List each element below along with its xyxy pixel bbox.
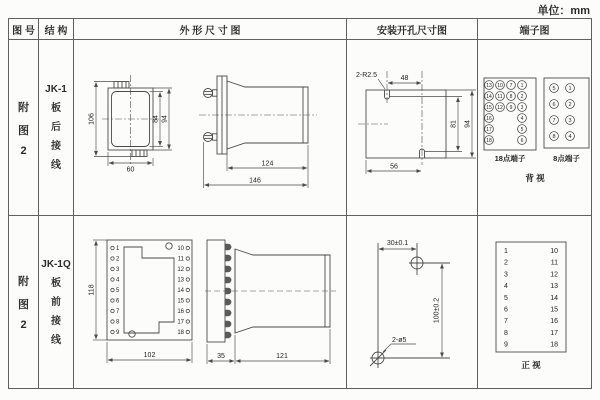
svg-text:6: 6 — [116, 298, 120, 305]
inner-body-outline — [124, 247, 174, 333]
svg-text:16: 16 — [177, 309, 184, 316]
svg-text:17: 17 — [550, 329, 558, 337]
dim-body-length: 124 — [261, 160, 274, 168]
terminal-numbers-18 — [485, 81, 527, 145]
svg-text:3: 3 — [504, 271, 508, 279]
terminal-screw — [204, 133, 218, 142]
dim-outer-height: 94 — [161, 115, 169, 123]
drill-dimensions — [379, 240, 442, 357]
row2-mounting-hole-drawing — [350, 235, 475, 385]
dim-panel-height: 118 — [88, 284, 96, 296]
svg-text:18: 18 — [177, 330, 184, 337]
svg-text:7: 7 — [504, 318, 508, 326]
mounting-dimensions — [356, 72, 476, 174]
terminal-screw — [204, 89, 218, 98]
structure-char: 接 — [51, 315, 61, 327]
svg-text:12: 12 — [550, 271, 558, 279]
fig-char: 附 — [18, 101, 29, 114]
terminal-number-list — [504, 248, 558, 349]
dim-hole-vertical: 100±0.2 — [433, 297, 441, 324]
structure-char: 前 — [51, 296, 61, 308]
mounting-hole — [129, 331, 135, 337]
structure-char: 板 — [51, 277, 61, 289]
relay-side-body — [205, 240, 336, 342]
svg-text:6: 6 — [552, 101, 556, 108]
svg-text:10: 10 — [177, 246, 184, 253]
row1-terminal-cell — [478, 40, 591, 216]
side-view-dimensions — [204, 142, 309, 188]
structure-char: 接 — [51, 141, 61, 152]
header-fig-no: 图 号 — [9, 19, 39, 40]
svg-text:18: 18 — [550, 341, 558, 349]
structure-char: 线 — [51, 334, 61, 346]
row1-structure — [39, 40, 74, 216]
header-outline: 外 形 尺 寸 图 — [74, 19, 347, 40]
relay-case-front — [102, 75, 159, 164]
dim-panel-width: 102 — [143, 352, 156, 359]
fig-char: 图 — [18, 299, 29, 311]
svg-text:6: 6 — [504, 306, 508, 314]
svg-text:10: 10 — [550, 248, 558, 255]
svg-text:14: 14 — [486, 93, 492, 100]
svg-text:15: 15 — [486, 104, 492, 111]
svg-text:13: 13 — [550, 283, 558, 291]
rear-view-terminal-diagram — [478, 68, 591, 213]
svg-text:8: 8 — [116, 319, 120, 326]
row2-front-view-drawing — [85, 235, 205, 385]
slot-radius-label: 2-R2.5 — [356, 72, 378, 79]
svg-text:11: 11 — [177, 256, 184, 263]
mounting-hole — [166, 243, 172, 249]
svg-text:16: 16 — [550, 318, 558, 326]
svg-text:9: 9 — [116, 330, 120, 337]
svg-text:5: 5 — [552, 85, 556, 92]
svg-text:7: 7 — [116, 309, 120, 316]
svg-text:1: 1 — [504, 248, 508, 255]
svg-text:1: 1 — [520, 82, 524, 89]
dim-body-length: 121 — [276, 353, 288, 360]
svg-text:14: 14 — [550, 294, 558, 302]
terminal-screw-stack — [225, 244, 231, 338]
svg-text:5: 5 — [504, 294, 508, 302]
svg-text:8: 8 — [509, 93, 513, 100]
fig-char: 图 — [18, 124, 29, 137]
row1-side-view-drawing — [195, 68, 325, 213]
bottom-terminal-tabs — [132, 150, 147, 157]
svg-text:2: 2 — [504, 259, 508, 267]
dim-case-height: 106 — [88, 113, 96, 125]
row1-outline-cell — [74, 40, 347, 216]
front-terminals-right — [177, 246, 189, 336]
svg-text:4: 4 — [520, 115, 524, 122]
dim-inner-height: 84 — [152, 115, 160, 123]
row1-mounting-hole-drawing — [354, 53, 482, 203]
svg-text:4: 4 — [504, 283, 508, 291]
relay-case-side — [199, 76, 317, 154]
svg-text:15: 15 — [177, 298, 184, 305]
model-label: JK-1 — [45, 84, 67, 95]
svg-text:3: 3 — [568, 117, 572, 124]
hole-diameter-label: 2-ø5 — [392, 337, 407, 344]
row1-mounting-cell — [347, 40, 478, 216]
svg-text:13: 13 — [177, 277, 184, 284]
header-structure: 结 构 — [39, 19, 74, 40]
spec-table — [8, 18, 592, 389]
row2-structure — [39, 216, 74, 388]
row2-outline-cell — [74, 216, 347, 388]
dim-total-length: 146 — [249, 177, 261, 185]
header-mounting: 安装开孔尺寸图 — [347, 19, 478, 40]
svg-text:9: 9 — [504, 341, 508, 349]
terminal8-label: 8点端子 — [553, 154, 580, 163]
svg-text:9: 9 — [509, 104, 513, 111]
svg-text:3: 3 — [116, 267, 120, 274]
svg-text:16: 16 — [486, 115, 492, 122]
svg-text:4: 4 — [568, 133, 572, 140]
svg-text:3: 3 — [520, 104, 524, 111]
dim-flange-depth: 35 — [217, 353, 225, 360]
dim-hole-horizontal: 30±0.1 — [386, 240, 409, 247]
svg-text:7: 7 — [509, 82, 513, 89]
dim-cutout-width: 56 — [390, 163, 398, 171]
svg-text:12: 12 — [497, 104, 503, 111]
dim-slot-spacing: 48 — [400, 75, 409, 82]
dim-case-width: 60 — [126, 166, 135, 174]
svg-text:8: 8 — [552, 133, 556, 140]
fig-char: 附 — [18, 276, 29, 288]
model-label: JK-1Q — [41, 258, 71, 270]
terminal18-label: 18点端子 — [494, 154, 526, 163]
row2-side-view-drawing — [205, 235, 340, 385]
front-view-terminal-diagram — [494, 240, 594, 375]
header-terminal: 端子图 — [478, 19, 591, 40]
unit-label: 单位：mm — [537, 5, 590, 17]
rear-view-label: 背 视 — [525, 173, 545, 183]
top-terminal-tabs — [114, 82, 129, 89]
svg-text:5: 5 — [520, 126, 524, 133]
svg-text:13: 13 — [486, 82, 492, 89]
svg-text:15: 15 — [550, 306, 558, 314]
fig-char: 2 — [20, 144, 27, 157]
svg-text:11: 11 — [550, 259, 558, 267]
front-terminals-left — [111, 246, 120, 336]
svg-text:2: 2 — [520, 93, 524, 100]
svg-text:2: 2 — [116, 256, 120, 263]
svg-text:12: 12 — [177, 267, 184, 274]
terminal-block-8 — [544, 78, 589, 148]
svg-text:17: 17 — [486, 126, 492, 133]
dim-cutout-height: 94 — [464, 120, 472, 128]
svg-text:1: 1 — [568, 85, 572, 92]
svg-text:14: 14 — [177, 288, 184, 295]
svg-text:1: 1 — [116, 246, 120, 253]
front-view-label: 正 视 — [521, 360, 541, 370]
svg-text:2: 2 — [568, 101, 572, 108]
svg-text:8: 8 — [504, 329, 508, 337]
row2-fig-no — [9, 216, 39, 388]
svg-text:18: 18 — [486, 137, 492, 144]
svg-text:5: 5 — [116, 288, 120, 295]
row2-mounting-cell — [347, 216, 478, 388]
row1-front-view-drawing — [83, 68, 203, 213]
svg-text:10: 10 — [497, 82, 503, 89]
svg-text:7: 7 — [552, 117, 556, 124]
svg-text:17: 17 — [177, 319, 184, 326]
svg-text:4: 4 — [116, 277, 120, 284]
terminal-numbers-8 — [550, 84, 575, 141]
svg-text:11: 11 — [497, 93, 503, 100]
structure-char: 后 — [51, 122, 61, 133]
structure-char: 线 — [51, 160, 61, 171]
svg-text:6: 6 — [520, 137, 524, 144]
dim-slot-vertical: 81 — [450, 120, 458, 128]
row1-fig-no — [9, 40, 39, 216]
fig-char: 2 — [20, 319, 27, 331]
panel-cutout — [358, 71, 446, 165]
structure-char: 板 — [51, 103, 61, 114]
row2-terminal-cell — [478, 216, 591, 388]
